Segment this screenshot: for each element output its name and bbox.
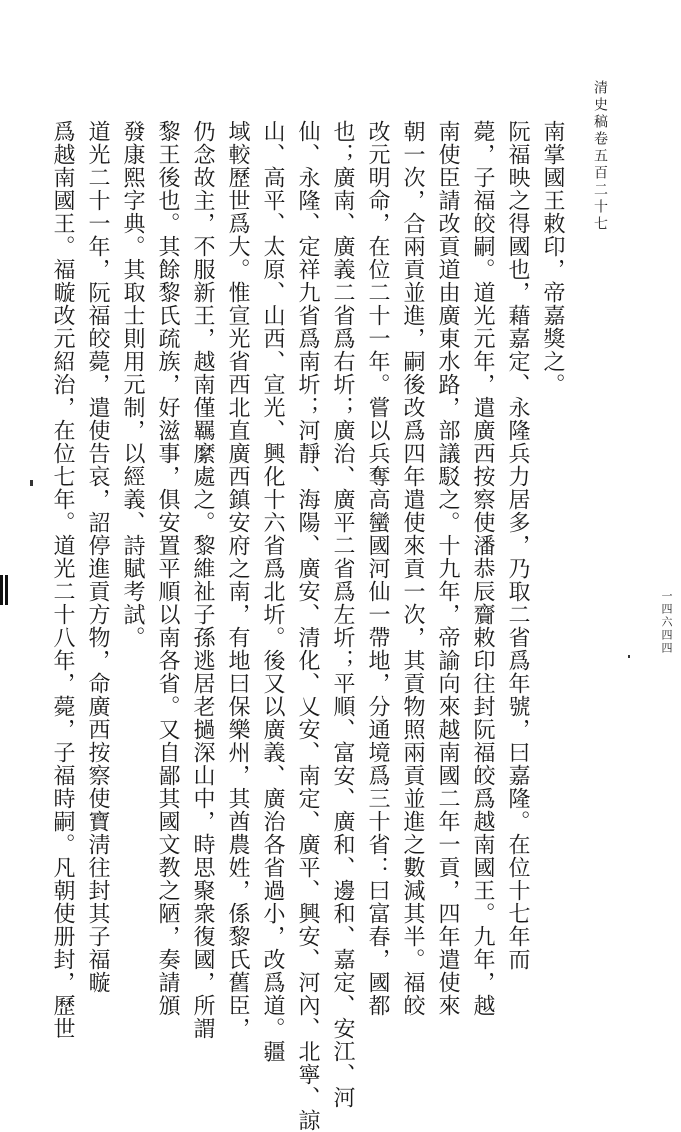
- scan-edge-mark: [0, 575, 10, 605]
- text-column-7: 也；廣南、廣義二省爲右圻；廣治、廣平二省爲左圻；平順、富安、廣和、邊和、嘉定、安江、河: [330, 120, 355, 1109]
- text-column-8: 仙、永隆、定祥九省爲南圻；河靜、海陽、廣安、清化、乂安、南定、廣平、興安、河內、北寧、諒: [295, 120, 320, 1132]
- text-column-14: 道光二十一年，阮福皎薨，遣使告哀，詔停進貢方物，命廣西按察使寶淸往封其子福暶: [85, 120, 110, 994]
- text-column-12: 黎王後也。其餘黎氏疏族，好滋事，俱安置平順以南各省。又自鄙其國文教之陋，奏請頒: [155, 120, 180, 1017]
- body-text: [50, 120, 570, 1132]
- text-column-10: 域較歷世爲大。惟宣光省西北直廣西鎮安府之南，有地曰保樂州，其酋農姓，係黎氏舊臣，: [225, 120, 250, 1040]
- text-column-6: 改元明命，在位二十一年。嘗以兵奪高蠻國河仙一帶地，分通境爲三十省：曰富春，國都: [365, 120, 390, 1017]
- text-column-5: 朝一次，合兩貢並進，嗣後改爲四年遣使來貢一次，其貢物照兩貢並進之數減其半。福皎: [400, 120, 425, 1017]
- text-column-4: 南使臣請改貢道由廣東水路，部議駁之。十九年，帝諭向來越南國二年一貢，四年遣使來: [435, 120, 460, 1017]
- text-column-2: 阮福映之得國也，藉嘉定、永隆兵力居多，乃取二省爲年號，曰嘉隆。在位十七年而: [505, 120, 530, 971]
- scan-speck: [628, 655, 630, 658]
- text-column-11: 仍念故主，不服新王，越南僅羈縻處之。黎維祉子孫逃居老撾深山中，時思聚衆復國，所謂: [190, 120, 215, 1040]
- page-number: 一四六四四: [660, 590, 673, 655]
- running-header-title: 清史稿卷五百二十七: [592, 80, 608, 233]
- text-column-9: 山、高平、太原、山西、宣光、興化十六省爲北圻。後又以廣義、廣治各省過小，改爲道。疆: [260, 120, 285, 1063]
- text-column-15: 爲越南國王。福暶改元紹治，在位七年。道光二十八年，薨，子福時嗣。凡朝使册封，歷世: [50, 120, 75, 1040]
- scan-speck: [30, 480, 33, 486]
- text-column-3: 薨，子福皎嗣。道光元年，遣廣西按察使潘恭辰齎敕印往封阮福皎爲越南國王。九年，越: [470, 120, 495, 1017]
- text-column-1: 南掌國王敕印，帝嘉獎之。: [540, 120, 565, 396]
- text-column-13: 發康熙字典。其取士則用元制，以經義、詩賦考試。: [120, 120, 145, 649]
